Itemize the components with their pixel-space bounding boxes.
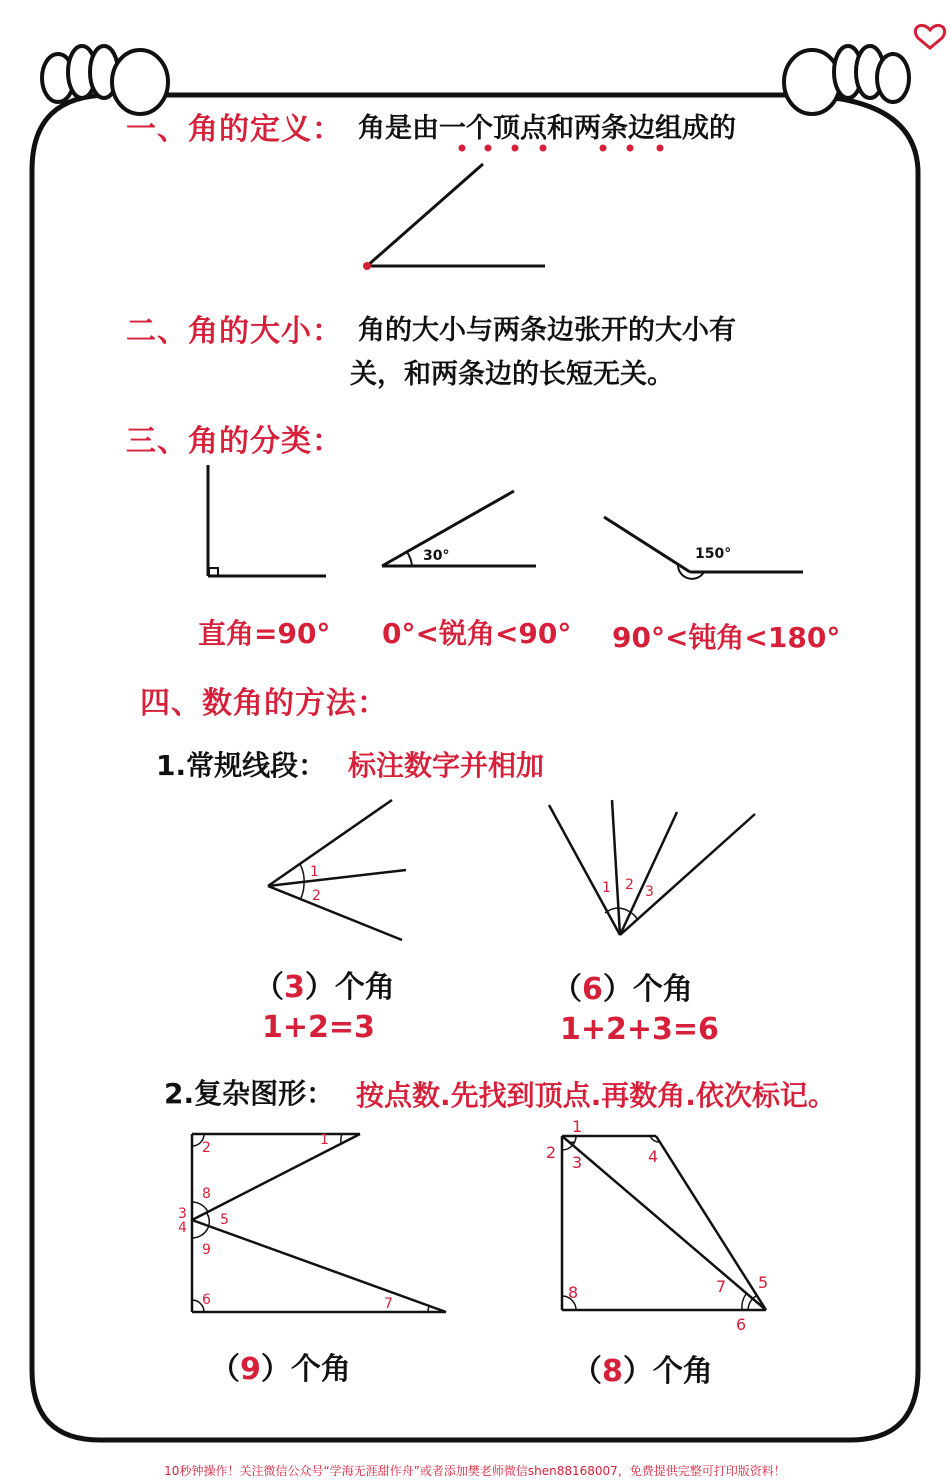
ex3-mark-3: 3 — [178, 1206, 187, 1222]
ex2-caption: （6）个角 — [552, 972, 693, 1007]
ex3-count: 9 — [240, 1352, 261, 1387]
method1-figures — [0, 790, 950, 950]
section2-title: 二、角的大小： — [126, 314, 343, 349]
method1-prefix: 1.常规线段： — [156, 749, 327, 782]
method2-prefix: 2.复杂图形： — [164, 1077, 335, 1110]
ex3-mark-5: 5 — [220, 1212, 229, 1228]
acute-angle-figure — [382, 491, 536, 566]
obtuse-angle-figure — [604, 517, 803, 579]
section4-title: 四、数角的方法： — [140, 686, 388, 721]
method1-text: 标注数字并相加 — [348, 749, 545, 782]
section2-line2: 关，和两条边的长短无关。 — [350, 359, 674, 390]
obtuse-degree-label: 150° — [695, 546, 732, 562]
footer-promo: 10秒钟操作！关注微信公众号“学海无涯甜作舟”或者添加樊老师微信shen88168007，免费提供完整可打印版资料！ — [164, 1464, 786, 1478]
method2-text: 按点数.先找到顶点.再数角.依次标记。 — [356, 1079, 836, 1112]
angle-classification-figures — [0, 450, 950, 590]
acute-angle-label: 0°<锐角<90° — [382, 617, 572, 650]
ex3-mark-9: 9 — [202, 1242, 211, 1258]
ex1-mark-1: 1 — [310, 864, 319, 880]
ex3-mark-4: 4 — [178, 1220, 187, 1236]
ex4-caption: （8）个角 — [572, 1354, 713, 1389]
example1-figure — [268, 800, 406, 940]
example2-figure — [549, 800, 755, 935]
ex4-mark-2: 2 — [546, 1143, 557, 1162]
ex1-formula: 1+2=3 — [262, 1010, 375, 1045]
ex2-mark-2: 2 — [625, 877, 634, 893]
ex1-caption: （3）个角 — [254, 970, 395, 1005]
section3-title: 三、角的分类： — [126, 424, 343, 459]
section1-text: 角是由一个顶点和两条边组成的 — [358, 113, 736, 144]
ex3-mark-7: 7 — [384, 1296, 393, 1312]
ex2-mark-3: 3 — [645, 884, 654, 900]
ex4-mark-1: 1 — [572, 1117, 583, 1136]
right-angle-label: 直角=90° — [198, 617, 331, 650]
emphasis-dots — [0, 0, 950, 300]
obtuse-angle-label: 90°<钝角<180° — [612, 621, 841, 654]
ex3-caption: （9）个角 — [210, 1352, 351, 1387]
ex2-count: 6 — [582, 972, 603, 1007]
ex4-mark-4: 4 — [648, 1147, 659, 1166]
ex4-mark-3: 3 — [572, 1153, 583, 1172]
section1-title: 一、角的定义： — [126, 112, 343, 147]
example4-figure — [562, 1136, 769, 1310]
ex3-mark-2: 2 — [202, 1140, 211, 1156]
acute-degree-label: 30° — [423, 548, 450, 564]
angle-definition-figure — [363, 164, 545, 270]
ex3-mark-6: 6 — [202, 1292, 211, 1308]
ex2-mark-1: 1 — [602, 880, 611, 896]
ex2-formula: 1+2+3=6 — [560, 1012, 719, 1047]
ex4-count: 8 — [602, 1354, 623, 1389]
ex1-mark-2: 2 — [312, 888, 321, 904]
ex4-mark-8: 8 — [568, 1283, 579, 1302]
ex4-mark-7: 7 — [716, 1277, 727, 1296]
example3-figure — [192, 1134, 446, 1312]
ex3-mark-8: 8 — [202, 1186, 211, 1202]
right-angle-figure — [208, 465, 326, 576]
ex4-mark-5: 5 — [758, 1273, 769, 1292]
section2-line1: 角的大小与两条边张开的大小有 — [358, 315, 736, 346]
method2-figures — [0, 1110, 950, 1340]
ex4-mark-6: 6 — [736, 1315, 747, 1334]
ex1-count: 3 — [284, 970, 305, 1005]
ex3-mark-1: 1 — [320, 1132, 329, 1148]
